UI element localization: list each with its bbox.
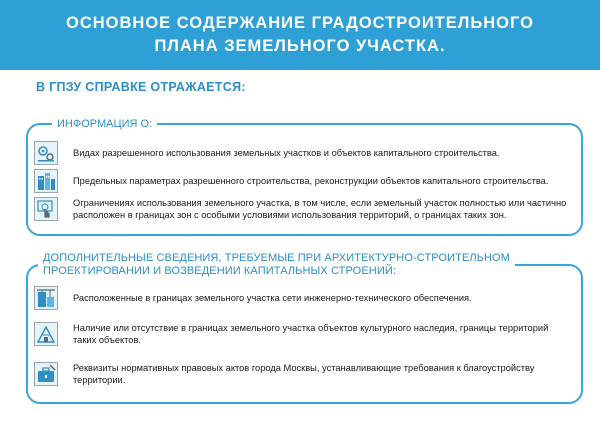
info-section [26, 118, 583, 236]
list-item [34, 197, 573, 221]
heritage-drawing-icon [34, 322, 58, 346]
gears-icon [34, 141, 58, 165]
buildings-icon [34, 169, 58, 193]
list-item-text: Реквизиты нормативных правовых актов города Москвы, устанавливающие требования к благоустройству территории. [73, 363, 535, 385]
header-title-line-1: ОСНОВНОЕ СОДЕРЖАНИЕ ГРАДОСТРОИТЕЛЬНОГО [66, 14, 534, 32]
regulations-briefcase-icon [34, 362, 58, 386]
list-item [34, 322, 573, 346]
list-item-text: Наличие или отсутствие в границах земельного участка объектов культурного наследия, границы территорий таких объектов. [73, 323, 549, 345]
additional-info-section [26, 252, 583, 404]
list-item [34, 362, 573, 386]
additional-info-title-line-1: ДОПОЛНИТЕЛЬНЫЕ СВЕДЕНИЯ, ТРЕБУЕМЫЕ ПРИ АРХИТЕКТУРНО-СТРОИТЕЛЬНОМ [43, 252, 510, 264]
touch-map-icon [34, 197, 58, 221]
list-item-text: Предельных параметрах разрешенного строительства, реконструкции объектов капитального строительства. [73, 176, 549, 186]
header-title-line-2: ПЛАНА ЗЕМЕЛЬНОГО УЧАСТКА. [154, 37, 446, 55]
list-item [34, 286, 573, 310]
list-item-text: Видах разрешенного использования земельных участков и объектов капитального строительства. [73, 148, 500, 158]
page-header [0, 0, 600, 70]
utility-network-icon [34, 286, 58, 310]
info-section-title: ИНФОРМАЦИЯ О: [52, 118, 157, 131]
list-item-text: Ограничениях использования земельного участка, в том числе, если земельный участок полностью или частично расположен в границах зон с особыми условиями использования территорий, о границах таких зон. [73, 198, 567, 220]
list-item [34, 169, 573, 193]
subtitle: В ГПЗУ СПРАВКЕ ОТРАЖАЕТСЯ: [36, 80, 246, 94]
list-item-text: Расположенные в границах земельного участка сети инженерно-технического обеспечения. [73, 293, 472, 303]
additional-info-section-title [38, 252, 515, 277]
list-item [34, 141, 573, 165]
additional-info-title-line-2: ПРОЕКТИРОВАНИИ И ВОЗВЕДЕНИИ КАПИТАЛЬНЫХ СТРОЕНИЙ: [43, 264, 396, 277]
